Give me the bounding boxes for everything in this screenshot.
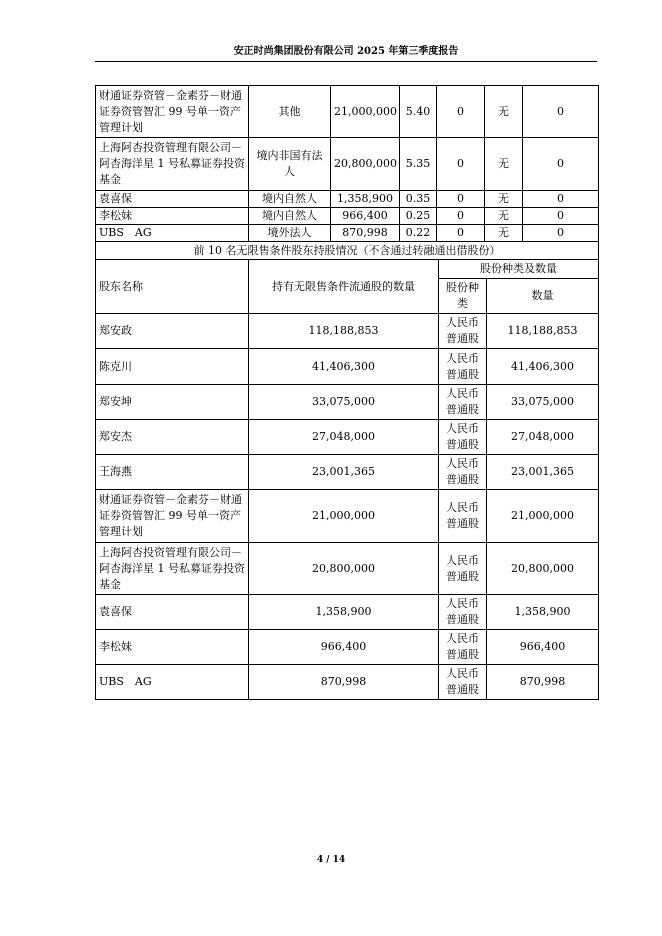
- holder-name: 王海燕: [96, 455, 249, 490]
- unrestricted-qty: 118,188,853: [249, 314, 439, 349]
- share-type: 人民币普通股: [439, 420, 487, 455]
- holder-shares: 1,358,900: [331, 191, 400, 208]
- share-type: 人民币普通股: [439, 665, 487, 700]
- table-row: [96, 420, 599, 455]
- holder-restricted: 0: [437, 86, 485, 138]
- holder-ratio: 5.40: [400, 86, 437, 138]
- table-row: [96, 225, 599, 242]
- holder-name: 财通证券资管－金素芬－财通证券资管智汇 99 号单一资产管理计划: [96, 490, 249, 543]
- holder-name: 郑安坤: [96, 385, 249, 420]
- unrestricted-qty: 41,406,300: [249, 349, 439, 385]
- share-amount: 33,075,000: [487, 385, 599, 420]
- share-type: 人民币普通股: [439, 490, 487, 543]
- unrestricted-qty: 870,998: [249, 665, 439, 700]
- holder-ratio: 0.35: [400, 191, 437, 208]
- report-header-title: 安正时尚集团股份有限公司 2025 年第三季度报告: [233, 46, 459, 57]
- share-amount: 966,400: [487, 630, 599, 665]
- holder-restricted: 0: [437, 208, 485, 225]
- unrestricted-qty: 23,001,365: [249, 455, 439, 490]
- unrestricted-qty: 966,400: [249, 630, 439, 665]
- holder-ratio: 0.22: [400, 225, 437, 242]
- holder-nature: 境内自然人: [249, 191, 331, 208]
- holder-name: 财通证券资管－金素芬－财通证券资管智汇 99 号单一资产管理计划: [96, 86, 249, 138]
- pledge-count: 0: [523, 138, 599, 191]
- pledge-status: 无: [485, 86, 523, 138]
- holder-name: 郑安政: [96, 314, 249, 349]
- holder-restricted: 0: [437, 225, 485, 242]
- share-amount: 118,188,853: [487, 314, 599, 349]
- unrestricted-qty: 27,048,000: [249, 420, 439, 455]
- table-row: [96, 138, 599, 191]
- top-shareholders-table: [95, 85, 599, 242]
- table-row: [96, 349, 599, 385]
- holder-restricted: 0: [437, 138, 485, 191]
- share-amount: 1,358,900: [487, 595, 599, 630]
- pledge-status: 无: [485, 191, 523, 208]
- share-amount: 21,000,000: [487, 490, 599, 543]
- holder-restricted: 0: [437, 191, 485, 208]
- pledge-count: 0: [523, 225, 599, 242]
- pledge-status: 无: [485, 225, 523, 242]
- share-amount: 23,001,365: [487, 455, 599, 490]
- share-type: 人民币普通股: [439, 455, 487, 490]
- table-row: [96, 665, 599, 700]
- unrestricted-qty: 20,800,000: [249, 543, 439, 595]
- table-row: [96, 385, 599, 420]
- table-row: [96, 490, 599, 543]
- unrestricted-shareholders-table: [95, 241, 599, 700]
- share-amount: 870,998: [487, 665, 599, 700]
- holder-ratio: 0.25: [400, 208, 437, 225]
- table-row: [96, 314, 599, 349]
- holder-nature: 境内非国有法人: [249, 138, 331, 191]
- pledge-count: 0: [523, 208, 599, 225]
- header-share-type: 股份种类: [439, 279, 487, 314]
- table-row: [96, 86, 599, 138]
- unrestricted-qty: 33,075,000: [249, 385, 439, 420]
- holder-name: 陈克川: [96, 349, 249, 385]
- holder-shares: 20,800,000: [331, 138, 400, 191]
- holder-name: 李松妹: [96, 208, 249, 225]
- table-title: 前 10 名无限售条件股东持股情况（不含通过转融通出借股份）: [96, 242, 599, 260]
- table-row: [96, 595, 599, 630]
- unrestricted-qty: 21,000,000: [249, 490, 439, 543]
- holder-shares: 870,998: [331, 225, 400, 242]
- holder-name: 上海阿杏投资管理有限公司－阿杏海洋星 1 号私募证券投资基金: [96, 138, 249, 191]
- share-type: 人民币普通股: [439, 385, 487, 420]
- table-row: [96, 543, 599, 595]
- holder-ratio: 5.35: [400, 138, 437, 191]
- share-type: 人民币普通股: [439, 630, 487, 665]
- pledge-status: 无: [485, 208, 523, 225]
- unrestricted-qty: 1,358,900: [249, 595, 439, 630]
- share-type: 人民币普通股: [439, 349, 487, 385]
- header-holder-name: 股东名称: [96, 260, 249, 314]
- share-type: 人民币普通股: [439, 543, 487, 595]
- share-amount: 27,048,000: [487, 420, 599, 455]
- header-amount: 数量: [487, 279, 599, 314]
- holder-shares: 21,000,000: [331, 86, 400, 138]
- holder-name: UBS AG: [96, 665, 249, 700]
- holder-name: 郑安杰: [96, 420, 249, 455]
- holder-shares: 966,400: [331, 208, 400, 225]
- header-divider: [95, 61, 597, 62]
- table-row: [96, 630, 599, 665]
- header-share-type-group: 股份种类及数量: [439, 260, 599, 279]
- table-row: [96, 191, 599, 208]
- share-amount: 41,406,300: [487, 349, 599, 385]
- header-unrestricted-qty: 持有无限售条件流通股的数量: [249, 260, 439, 314]
- table-title-row: [96, 242, 599, 260]
- holder-name: 袁喜保: [96, 191, 249, 208]
- holder-name: UBS AG: [96, 225, 249, 242]
- pledge-count: 0: [523, 191, 599, 208]
- holder-name: 上海阿杏投资管理有限公司－阿杏海洋星 1 号私募证券投资基金: [96, 543, 249, 595]
- share-amount: 20,800,000: [487, 543, 599, 595]
- holder-name: 袁喜保: [96, 595, 249, 630]
- table-row: [96, 455, 599, 490]
- table-header-row: [96, 260, 599, 279]
- holder-nature: 境内自然人: [249, 208, 331, 225]
- table-row: [96, 208, 599, 225]
- holder-nature: 其他: [249, 86, 331, 138]
- share-type: 人民币普通股: [439, 595, 487, 630]
- pledge-count: 0: [523, 86, 599, 138]
- holder-nature: 境外法人: [249, 225, 331, 242]
- pledge-status: 无: [485, 138, 523, 191]
- share-type: 人民币普通股: [439, 314, 487, 349]
- holder-name: 李松妹: [96, 630, 249, 665]
- page-number: 4 / 14: [316, 855, 346, 865]
